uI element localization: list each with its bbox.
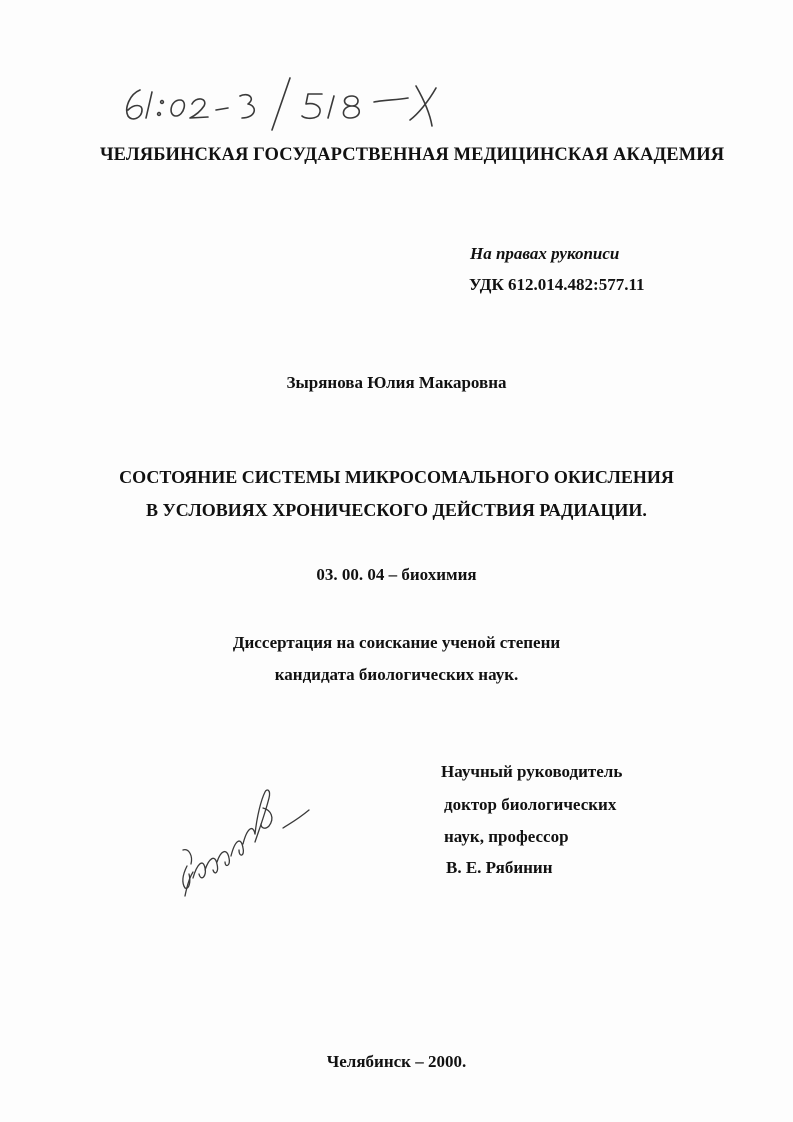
dissertation-line-2: кандидата биологических наук. <box>274 665 519 684</box>
udc-code: УДК 612.014.482:577.11 <box>469 275 645 294</box>
thesis-title-line-2: В УСЛОВИЯХ ХРОНИЧЕСКОГО ДЕЙСТВИЯ РАДИАЦИИ. <box>146 500 647 520</box>
author-name: Зырянова Юлия Макаровна <box>286 373 507 392</box>
advisor-degree-line-1: доктор биологических <box>444 795 617 814</box>
specialty-code: 03. 00. 04 – биохимия <box>316 565 477 584</box>
archive-code-handwriting <box>112 60 492 140</box>
rights-note: На правах рукописи <box>470 244 620 263</box>
thesis-title-line-1: СОСТОЯНИЕ СИСТЕМЫ МИКРОСОМАЛЬНОГО ОКИСЛЕНИЯ <box>119 467 674 487</box>
advisor-degree-line-2: наук, профессор <box>444 827 569 846</box>
institution-name: ЧЕЛЯБИНСКАЯ ГОСУДАРСТВЕННАЯ МЕДИЦИНСКАЯ АКАДЕМИЯ <box>100 145 725 165</box>
advisor-role: Научный руководитель <box>441 762 623 781</box>
signature-handwriting <box>175 778 315 903</box>
advisor-name: В. Е. Рябинин <box>446 858 553 877</box>
city-year: Челябинск – 2000. <box>326 1052 467 1071</box>
dissertation-line-1: Диссертация на соискание ученой степени <box>232 633 561 652</box>
